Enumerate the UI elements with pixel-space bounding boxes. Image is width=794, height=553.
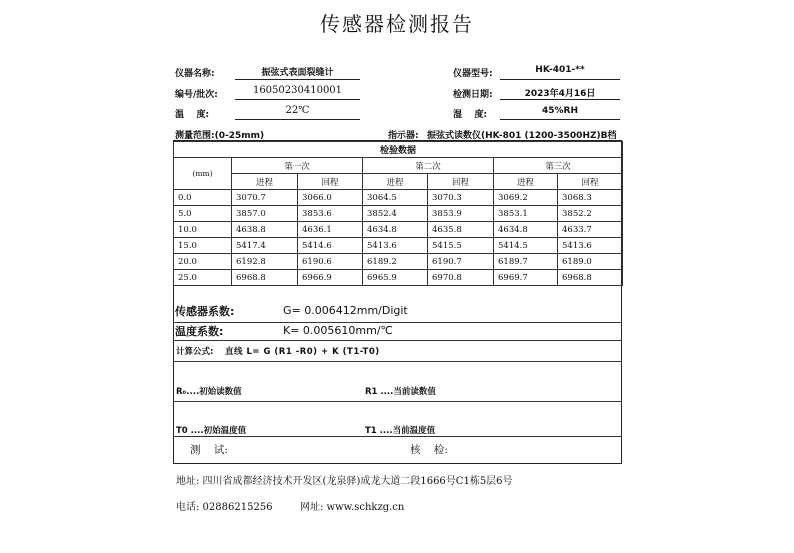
footer-address: 地址: 四川省成都经济技术开发区(龙泉驿)成龙大道二段1666号C1栋5层6号 — [176, 476, 513, 487]
checker-label: 核 检: — [410, 444, 448, 456]
value-cell: 4635.8 — [428, 222, 494, 238]
underline — [500, 99, 620, 100]
sub-header: 回程 — [558, 174, 623, 190]
value-cell: 6966.9 — [298, 270, 363, 286]
indicator-value: 振弦式读数仪(HK-801 (1200-3500HZ)B档 — [427, 131, 617, 141]
value-cell: 6968.8 — [558, 270, 623, 286]
mm-cell: 15.0 — [174, 238, 232, 254]
serial-value: 16050230410001 — [252, 85, 343, 96]
value-cell: 6189.2 — [363, 254, 428, 270]
note-t0: T0 ....初始温度值 — [176, 426, 247, 436]
sub-header: 进程 — [363, 174, 428, 190]
value-cell: 5413.6 — [558, 238, 623, 254]
table-row — [174, 254, 623, 270]
date-value: 2023年4月16日 — [524, 89, 596, 99]
underline — [500, 119, 620, 120]
indicator-label: 指示器: — [388, 131, 419, 141]
mm-cell: 25.0 — [174, 270, 232, 286]
divider — [173, 340, 622, 341]
table-row — [174, 270, 623, 286]
note-r1: R1 ....当前读数值 — [365, 387, 436, 397]
temp-label: 温 度: — [175, 110, 210, 120]
value-cell: 3069.2 — [494, 190, 558, 206]
mm-cell: 20.0 — [174, 254, 232, 270]
humidity-label: 湿 度: — [453, 110, 488, 120]
table-row — [174, 238, 623, 254]
group-header: 第一次 — [232, 158, 363, 174]
formula-value: 直线 L= G (R1 -R0) + K (T1-T0) — [225, 347, 380, 357]
value-cell: 5414.5 — [494, 238, 558, 254]
table-caption: 检验数据 — [174, 142, 623, 158]
instrument-name-label: 仪器名称: — [175, 69, 215, 79]
instrument-name: 振弦式表面裂缝计 — [261, 68, 334, 78]
range-label: 测量范围:(0-25mm) — [175, 131, 265, 141]
footer-website: 网址: www.schkzg.cn — [300, 502, 405, 513]
value-cell: 4634.8 — [494, 222, 558, 238]
mm-cell: 5.0 — [174, 206, 232, 222]
value-cell: 6970.8 — [428, 270, 494, 286]
table-row — [174, 222, 623, 238]
value-cell: 3064.5 — [363, 190, 428, 206]
data-table — [173, 141, 623, 286]
value-cell: 4634.8 — [363, 222, 428, 238]
value-cell: 5415.5 — [428, 238, 494, 254]
serial-label: 编号/批次: — [175, 90, 218, 100]
value-cell: 3853.9 — [428, 206, 494, 222]
formula-label: 计算公式: — [176, 347, 214, 357]
value-cell: 5414.6 — [298, 238, 363, 254]
value-cell: 4636.1 — [298, 222, 363, 238]
sub-header: 回程 — [298, 174, 363, 190]
value-cell: 6965.9 — [363, 270, 428, 286]
sensor-coef-label: 传感器系数: — [175, 305, 235, 318]
mm-cell: 0.0 — [174, 190, 232, 206]
value-cell: 5417.4 — [232, 238, 298, 254]
value-cell: 3852.4 — [363, 206, 428, 222]
value-cell: 6190.6 — [298, 254, 363, 270]
underline — [235, 79, 360, 80]
table-row — [174, 206, 623, 222]
unit-header: (mm) — [174, 158, 232, 190]
value-cell: 6968.8 — [232, 270, 298, 286]
sub-header: 进程 — [494, 174, 558, 190]
value-cell: 6189.7 — [494, 254, 558, 270]
model-label: 仪器型号: — [453, 69, 493, 79]
date-label: 检测日期: — [453, 90, 493, 100]
temp-coef-label: 温度系数: — [175, 325, 224, 338]
value-cell: 5413.6 — [363, 238, 428, 254]
humidity-value: 45%RH — [541, 106, 578, 116]
divider — [173, 361, 622, 362]
group-header: 第二次 — [363, 158, 494, 174]
temp-coef-value: K= 0.005610mm/℃ — [283, 324, 393, 337]
model-value: HK-401-** — [535, 65, 585, 75]
value-cell: 3857.0 — [232, 206, 298, 222]
underline — [235, 119, 360, 120]
value-cell: 3853.6 — [298, 206, 363, 222]
divider — [173, 322, 622, 323]
value-cell: 6189.0 — [558, 254, 623, 270]
report-title: 传感器检测报告 — [320, 12, 474, 36]
mm-cell: 10.0 — [174, 222, 232, 238]
note-t1: T1 ....当前温度值 — [365, 426, 436, 436]
sub-header: 进程 — [232, 174, 298, 190]
value-cell: 3853.1 — [494, 206, 558, 222]
value-cell: 4638.8 — [232, 222, 298, 238]
value-cell: 6190.7 — [428, 254, 494, 270]
value-cell: 6192.8 — [232, 254, 298, 270]
sensor-coef-value: G= 0.006412mm/Digit — [283, 304, 408, 317]
underline — [235, 99, 360, 100]
footer-phone: 电话: 02886215256 — [176, 502, 273, 513]
value-cell: 4633.7 — [558, 222, 623, 238]
value-cell: 3068.3 — [558, 190, 623, 206]
divider — [173, 401, 622, 402]
value-cell: 3070.3 — [428, 190, 494, 206]
sub-header: 回程 — [428, 174, 494, 190]
value-cell: 3066.0 — [298, 190, 363, 206]
underline — [500, 79, 620, 80]
value-cell: 3070.7 — [232, 190, 298, 206]
group-header: 第三次 — [494, 158, 623, 174]
temp-value: 22℃ — [285, 105, 310, 116]
value-cell: 3852.2 — [558, 206, 623, 222]
divider — [173, 436, 622, 437]
note-r0: R₀....初始读数值 — [176, 387, 242, 397]
tester-label: 测 试: — [190, 444, 228, 456]
table-row — [174, 190, 623, 206]
value-cell: 6969.7 — [494, 270, 558, 286]
